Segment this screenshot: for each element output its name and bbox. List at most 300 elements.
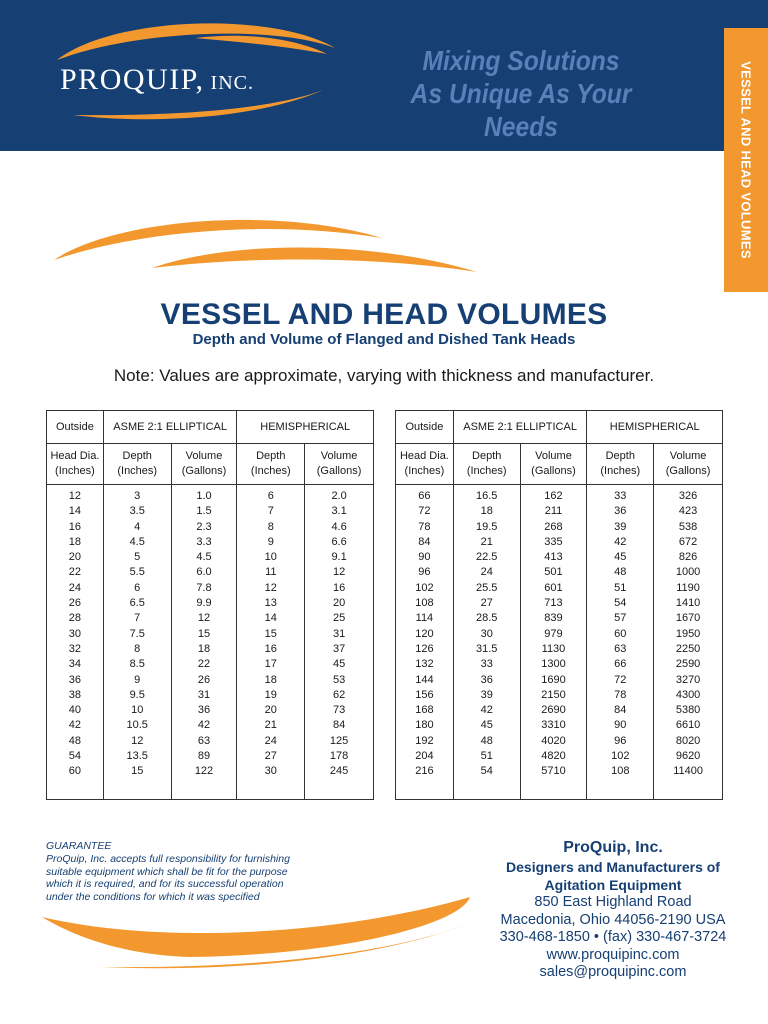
cell-hemi-volume: 245 <box>305 764 374 779</box>
cell-elliptical-volume: 1300 <box>520 657 587 672</box>
cell-elliptical-depth: 7 <box>103 611 171 626</box>
header-volume <box>171 444 237 485</box>
cell-elliptical-volume: 335 <box>520 535 587 550</box>
cell-hemi-volume: 4.6 <box>305 520 374 535</box>
cell-hemi-depth: 36 <box>587 504 654 519</box>
cell-hemi-volume: 6610 <box>654 718 723 733</box>
cell-hemi-volume: 4300 <box>654 688 723 703</box>
table-row <box>396 611 723 626</box>
cell-elliptical-depth: 12 <box>103 734 171 749</box>
cell-elliptical-depth: 8 <box>103 642 171 657</box>
contact-description: Agitation Equipment <box>544 877 682 893</box>
cell-hemi-volume: 45 <box>305 657 374 672</box>
cell-elliptical-depth: 36 <box>453 673 520 688</box>
cell-elliptical-volume: 22 <box>171 657 237 672</box>
cell-hemi-depth: 108 <box>587 764 654 779</box>
header-outside: Outside <box>396 411 454 444</box>
cell-hemi-volume: 2590 <box>654 657 723 672</box>
table-row <box>396 749 723 764</box>
cell-hemi-volume: 423 <box>654 504 723 519</box>
side-tab <box>724 28 768 292</box>
cell-elliptical-volume: 4.5 <box>171 550 237 565</box>
cell-head-dia: 16 <box>47 520 104 535</box>
cell-elliptical-depth: 33 <box>453 657 520 672</box>
cell-hemi-volume: 3270 <box>654 673 723 688</box>
cell-head-dia: 22 <box>47 565 104 580</box>
cell-elliptical-depth: 18 <box>453 504 520 519</box>
cell-hemi-depth: 9 <box>237 535 305 550</box>
header-text: Volume <box>669 450 707 462</box>
table-row <box>47 673 374 688</box>
table-padding-row <box>396 780 723 800</box>
cell-elliptical-depth: 21 <box>453 535 520 550</box>
cell-head-dia: 90 <box>396 550 454 565</box>
contact-description: Designers and Manufacturers of <box>506 859 720 875</box>
cell-hemi-volume: 9620 <box>654 749 723 764</box>
cell-elliptical-depth: 22.5 <box>453 550 520 565</box>
header-text: (Gallons) <box>316 465 362 477</box>
cell-elliptical-volume: 3310 <box>520 718 587 733</box>
cell-elliptical-volume: 713 <box>520 596 587 611</box>
cell-hemi-volume: 16 <box>305 581 374 596</box>
cell-head-dia: 32 <box>47 642 104 657</box>
note-text: Note: Values are approximate, varying with thickness and manufacturer. <box>113 366 655 385</box>
header-head-dia <box>396 444 454 485</box>
contact-city: Macedonia, Ohio 44056-2190 USA <box>500 911 726 928</box>
cell-hemi-volume: 11400 <box>654 764 723 779</box>
cell-elliptical-volume: 1690 <box>520 673 587 688</box>
tagline <box>356 44 686 143</box>
cell-hemi-depth: 48 <box>587 565 654 580</box>
cell-hemi-volume: 73 <box>305 703 374 718</box>
contact-block <box>488 838 738 982</box>
cell-elliptical-volume: 211 <box>520 504 587 519</box>
header-text: Head Dia. <box>399 450 449 462</box>
logo-inc-text: INC. <box>204 72 254 94</box>
cell-head-dia: 42 <box>47 718 104 733</box>
table-row <box>47 703 374 718</box>
table-row <box>47 504 374 519</box>
cell-hemi-volume: 538 <box>654 520 723 535</box>
cell-elliptical-depth: 10.5 <box>103 718 171 733</box>
cell-elliptical-volume: 1.0 <box>171 485 237 505</box>
cell-hemi-volume: 8020 <box>654 734 723 749</box>
cell-hemi-volume: 1670 <box>654 611 723 626</box>
header-text: (Inches) <box>117 465 158 477</box>
table-row <box>47 596 374 611</box>
table-row <box>396 596 723 611</box>
cell-elliptical-depth: 16.5 <box>453 485 520 505</box>
empty-cell <box>520 780 587 800</box>
website-link[interactable]: www.proquipinc.com <box>546 946 680 963</box>
cell-elliptical-volume: 1.5 <box>171 504 237 519</box>
cell-hemi-depth: 30 <box>237 764 305 779</box>
cell-elliptical-depth: 15 <box>103 764 171 779</box>
tagline-line-2: As Unique As Your Needs <box>410 78 632 142</box>
cell-elliptical-depth: 6.5 <box>103 596 171 611</box>
header-text: Volume <box>535 450 572 462</box>
cell-hemi-depth: 12 <box>237 581 305 596</box>
cell-hemi-volume: 25 <box>305 611 374 626</box>
cell-head-dia: 66 <box>396 485 454 505</box>
table-row <box>396 688 723 703</box>
cell-head-dia: 204 <box>396 749 454 764</box>
cell-elliptical-depth: 5.5 <box>103 565 171 580</box>
table-row <box>396 673 723 688</box>
cell-head-dia: 54 <box>47 749 104 764</box>
cell-hemi-depth: 15 <box>237 627 305 642</box>
cell-elliptical-volume: 5710 <box>520 764 587 779</box>
cell-elliptical-volume: 268 <box>520 520 587 535</box>
page-title: VESSEL AND HEAD VOLUMES <box>160 298 608 331</box>
table-row <box>396 734 723 749</box>
header-text: Volume <box>185 450 223 462</box>
cell-elliptical-depth: 4 <box>103 520 171 535</box>
cell-elliptical-volume: 15 <box>171 627 237 642</box>
cell-elliptical-depth: 24 <box>453 565 520 580</box>
table-row <box>47 642 374 657</box>
cell-hemi-depth: 72 <box>587 673 654 688</box>
cell-head-dia: 102 <box>396 581 454 596</box>
header-depth <box>103 444 171 485</box>
cell-elliptical-volume: 18 <box>171 642 237 657</box>
table-row <box>396 504 723 519</box>
cell-head-dia: 84 <box>396 535 454 550</box>
cell-hemi-depth: 14 <box>237 611 305 626</box>
cell-elliptical-volume: 839 <box>520 611 587 626</box>
cell-hemi-depth: 39 <box>587 520 654 535</box>
cell-head-dia: 144 <box>396 673 454 688</box>
guarantee-line: under the conditions for which it was specified <box>46 891 260 904</box>
email-link[interactable]: sales@proquipinc.com <box>539 964 687 980</box>
empty-cell <box>47 780 104 800</box>
cell-hemi-volume: 84 <box>305 718 374 733</box>
cell-hemi-depth: 18 <box>237 673 305 688</box>
table-row <box>47 520 374 535</box>
cell-elliptical-volume: 122 <box>171 764 237 779</box>
company-logo <box>60 63 254 97</box>
table-row <box>47 550 374 565</box>
cell-hemi-depth: 45 <box>587 550 654 565</box>
header-text: Depth <box>605 450 635 462</box>
cell-hemi-volume: 125 <box>305 734 374 749</box>
table-row <box>47 565 374 580</box>
cell-hemi-depth: 96 <box>587 734 654 749</box>
cell-elliptical-volume: 26 <box>171 673 237 688</box>
cell-elliptical-depth: 9.5 <box>103 688 171 703</box>
cell-head-dia: 114 <box>396 611 454 626</box>
cell-elliptical-volume: 6.0 <box>171 565 237 580</box>
cell-head-dia: 168 <box>396 703 454 718</box>
cell-head-dia: 40 <box>47 703 104 718</box>
cell-elliptical-depth: 51 <box>453 749 520 764</box>
cell-hemi-volume: 12 <box>305 565 374 580</box>
guarantee-heading: GUARANTEE <box>46 840 112 852</box>
page-subtitle: Depth and Volume of Flanged and Dished Tank Heads <box>192 331 576 348</box>
empty-cell <box>654 780 723 800</box>
cell-head-dia: 48 <box>47 734 104 749</box>
cell-head-dia: 12 <box>47 485 104 505</box>
header-text: (Inches) <box>600 465 641 477</box>
cell-hemi-depth: 20 <box>237 703 305 718</box>
cell-hemi-depth: 78 <box>587 688 654 703</box>
cell-hemi-depth: 42 <box>587 535 654 550</box>
header-text: Depth <box>122 450 152 462</box>
cell-elliptical-depth: 9 <box>103 673 171 688</box>
header-text: (Inches) <box>466 465 507 477</box>
cell-hemi-depth: 7 <box>237 504 305 519</box>
table-row <box>396 485 723 505</box>
cell-hemi-depth: 11 <box>237 565 305 580</box>
guarantee-line: which it is required, and for its successful operation <box>46 878 284 891</box>
cell-head-dia: 132 <box>396 657 454 672</box>
table-row <box>396 627 723 642</box>
header-volume <box>305 444 374 485</box>
cell-hemi-volume: 672 <box>654 535 723 550</box>
cell-head-dia: 36 <box>47 673 104 688</box>
cell-hemi-volume: 2.0 <box>305 485 374 505</box>
cell-head-dia: 34 <box>47 657 104 672</box>
cell-hemi-volume: 1950 <box>654 627 723 642</box>
cell-elliptical-depth: 27 <box>453 596 520 611</box>
logo-main-text: PROQUIP, <box>60 63 205 96</box>
cell-hemi-volume: 1410 <box>654 596 723 611</box>
cell-hemi-volume: 62 <box>305 688 374 703</box>
empty-cell <box>237 780 305 800</box>
decorative-swoosh-bottom <box>40 895 480 975</box>
empty-cell <box>103 780 171 800</box>
side-tab-label: VESSEL AND HEAD VOLUMES <box>738 61 754 259</box>
cell-elliptical-volume: 979 <box>520 627 587 642</box>
cell-elliptical-volume: 36 <box>171 703 237 718</box>
cell-head-dia: 216 <box>396 764 454 779</box>
header-asme: ASME 2:1 ELLIPTICAL <box>103 411 237 444</box>
cell-hemi-volume: 9.1 <box>305 550 374 565</box>
header-text: (Inches) <box>404 465 445 477</box>
cell-hemi-depth: 8 <box>237 520 305 535</box>
table-row <box>396 581 723 596</box>
volume-table-left <box>46 410 374 800</box>
cell-head-dia: 180 <box>396 718 454 733</box>
empty-cell <box>453 780 520 800</box>
cell-head-dia: 20 <box>47 550 104 565</box>
cell-elliptical-depth: 19.5 <box>453 520 520 535</box>
table-row <box>396 565 723 580</box>
header-depth <box>237 444 305 485</box>
cell-elliptical-volume: 2150 <box>520 688 587 703</box>
cell-elliptical-volume: 2.3 <box>171 520 237 535</box>
header-text: (Gallons) <box>181 465 227 477</box>
table-row <box>396 520 723 535</box>
empty-cell <box>396 780 454 800</box>
cell-hemi-depth: 63 <box>587 642 654 657</box>
header-text: Depth <box>472 450 502 462</box>
empty-cell <box>305 780 374 800</box>
cell-hemi-depth: 24 <box>237 734 305 749</box>
table-row <box>47 749 374 764</box>
table-row <box>396 657 723 672</box>
cell-elliptical-depth: 25.5 <box>453 581 520 596</box>
cell-hemi-volume: 1190 <box>654 581 723 596</box>
header-head-dia <box>47 444 104 485</box>
header-text: (Inches) <box>55 465 95 477</box>
table-row <box>47 611 374 626</box>
cell-elliptical-volume: 63 <box>171 734 237 749</box>
cell-hemi-depth: 60 <box>587 627 654 642</box>
cell-elliptical-volume: 12 <box>171 611 237 626</box>
cell-hemi-depth: 57 <box>587 611 654 626</box>
guarantee-line: suitable equipment which shall be fit for the purpose <box>46 865 288 878</box>
cell-elliptical-depth: 30 <box>453 627 520 642</box>
table-padding-row <box>47 780 374 800</box>
cell-hemi-depth: 54 <box>587 596 654 611</box>
cell-head-dia: 72 <box>396 504 454 519</box>
cell-elliptical-volume: 89 <box>171 749 237 764</box>
cell-elliptical-volume: 3.3 <box>171 535 237 550</box>
cell-elliptical-volume: 2690 <box>520 703 587 718</box>
table-row <box>47 718 374 733</box>
empty-cell <box>171 780 237 800</box>
cell-elliptical-depth: 5 <box>103 550 171 565</box>
cell-head-dia: 96 <box>396 565 454 580</box>
cell-hemi-volume: 826 <box>654 550 723 565</box>
cell-hemi-volume: 5380 <box>654 703 723 718</box>
cell-elliptical-volume: 601 <box>520 581 587 596</box>
cell-elliptical-depth: 54 <box>453 764 520 779</box>
table-row <box>47 657 374 672</box>
cell-hemi-depth: 27 <box>237 749 305 764</box>
cell-head-dia: 78 <box>396 520 454 535</box>
cell-elliptical-depth: 13.5 <box>103 749 171 764</box>
contact-address: 850 East Highland Road <box>534 894 692 910</box>
header-volume <box>520 444 587 485</box>
cell-elliptical-volume: 4020 <box>520 734 587 749</box>
header-outside: Outside <box>47 411 104 444</box>
cell-hemi-depth: 66 <box>587 657 654 672</box>
header-hemispherical: HEMISPHERICAL <box>587 411 723 444</box>
cell-head-dia: 192 <box>396 734 454 749</box>
cell-hemi-depth: 10 <box>237 550 305 565</box>
cell-elliptical-volume: 1130 <box>520 642 587 657</box>
cell-head-dia: 60 <box>47 764 104 779</box>
table-row <box>47 627 374 642</box>
cell-hemi-depth: 33 <box>587 485 654 505</box>
header-text: (Gallons) <box>665 465 711 477</box>
cell-head-dia: 26 <box>47 596 104 611</box>
cell-hemi-depth: 84 <box>587 703 654 718</box>
table-row <box>47 734 374 749</box>
cell-hemi-depth: 21 <box>237 718 305 733</box>
cell-elliptical-volume: 7.8 <box>171 581 237 596</box>
cell-head-dia: 120 <box>396 627 454 642</box>
header-text: Volume <box>320 450 358 462</box>
cell-elliptical-depth: 4.5 <box>103 535 171 550</box>
cell-hemi-depth: 17 <box>237 657 305 672</box>
cell-head-dia: 38 <box>47 688 104 703</box>
header-depth <box>587 444 654 485</box>
header-banner <box>0 0 768 151</box>
table-row <box>396 764 723 779</box>
table-row <box>47 764 374 779</box>
cell-hemi-depth: 13 <box>237 596 305 611</box>
cell-elliptical-volume: 501 <box>520 565 587 580</box>
table-row <box>47 688 374 703</box>
contact-phone: 330-468-1850 • (fax) 330-467-3724 <box>499 929 727 945</box>
cell-elliptical-volume: 162 <box>520 485 587 505</box>
cell-elliptical-depth: 48 <box>453 734 520 749</box>
cell-elliptical-depth: 45 <box>453 718 520 733</box>
cell-hemi-volume: 37 <box>305 642 374 657</box>
cell-hemi-volume: 2250 <box>654 642 723 657</box>
cell-hemi-depth: 90 <box>587 718 654 733</box>
table-row <box>47 581 374 596</box>
cell-head-dia: 108 <box>396 596 454 611</box>
cell-head-dia: 28 <box>47 611 104 626</box>
cell-hemi-volume: 31 <box>305 627 374 642</box>
table-row <box>396 535 723 550</box>
contact-company: ProQuip, Inc. <box>563 839 663 856</box>
table-row <box>47 535 374 550</box>
cell-elliptical-depth: 42 <box>453 703 520 718</box>
table-row <box>396 718 723 733</box>
header-volume <box>654 444 723 485</box>
cell-elliptical-depth: 10 <box>103 703 171 718</box>
cell-hemi-volume: 53 <box>305 673 374 688</box>
cell-hemi-depth: 102 <box>587 749 654 764</box>
cell-head-dia: 14 <box>47 504 104 519</box>
header-depth <box>453 444 520 485</box>
cell-hemi-depth: 51 <box>587 581 654 596</box>
cell-elliptical-volume: 9.9 <box>171 596 237 611</box>
cell-elliptical-volume: 4820 <box>520 749 587 764</box>
cell-elliptical-depth: 7.5 <box>103 627 171 642</box>
table-row <box>396 642 723 657</box>
header-text: Depth <box>256 450 286 462</box>
cell-elliptical-depth: 3.5 <box>103 504 171 519</box>
cell-head-dia: 126 <box>396 642 454 657</box>
empty-cell <box>587 780 654 800</box>
cell-elliptical-depth: 39 <box>453 688 520 703</box>
volume-table-right <box>395 410 723 800</box>
table-row <box>396 703 723 718</box>
cell-elliptical-volume: 42 <box>171 718 237 733</box>
header-text: (Inches) <box>250 465 291 477</box>
header-text: Head Dia. <box>50 450 100 462</box>
cell-hemi-volume: 1000 <box>654 565 723 580</box>
cell-elliptical-depth: 3 <box>103 485 171 505</box>
cell-elliptical-volume: 413 <box>520 550 587 565</box>
cell-hemi-volume: 178 <box>305 749 374 764</box>
tagline-line-1: Mixing Solutions <box>422 45 620 76</box>
cell-hemi-volume: 3.1 <box>305 504 374 519</box>
table-row <box>47 485 374 505</box>
cell-hemi-depth: 19 <box>237 688 305 703</box>
cell-hemi-depth: 16 <box>237 642 305 657</box>
guarantee-line: ProQuip, Inc. accepts full responsibility for furnishing <box>46 852 290 865</box>
cell-elliptical-depth: 8.5 <box>103 657 171 672</box>
header-asme: ASME 2:1 ELLIPTICAL <box>453 411 587 444</box>
cell-head-dia: 30 <box>47 627 104 642</box>
cell-head-dia: 18 <box>47 535 104 550</box>
cell-head-dia: 156 <box>396 688 454 703</box>
cell-hemi-volume: 20 <box>305 596 374 611</box>
header-text: (Gallons) <box>531 465 576 477</box>
cell-head-dia: 24 <box>47 581 104 596</box>
cell-elliptical-depth: 6 <box>103 581 171 596</box>
cell-elliptical-depth: 31.5 <box>453 642 520 657</box>
decorative-swoosh <box>52 210 482 280</box>
cell-elliptical-volume: 31 <box>171 688 237 703</box>
